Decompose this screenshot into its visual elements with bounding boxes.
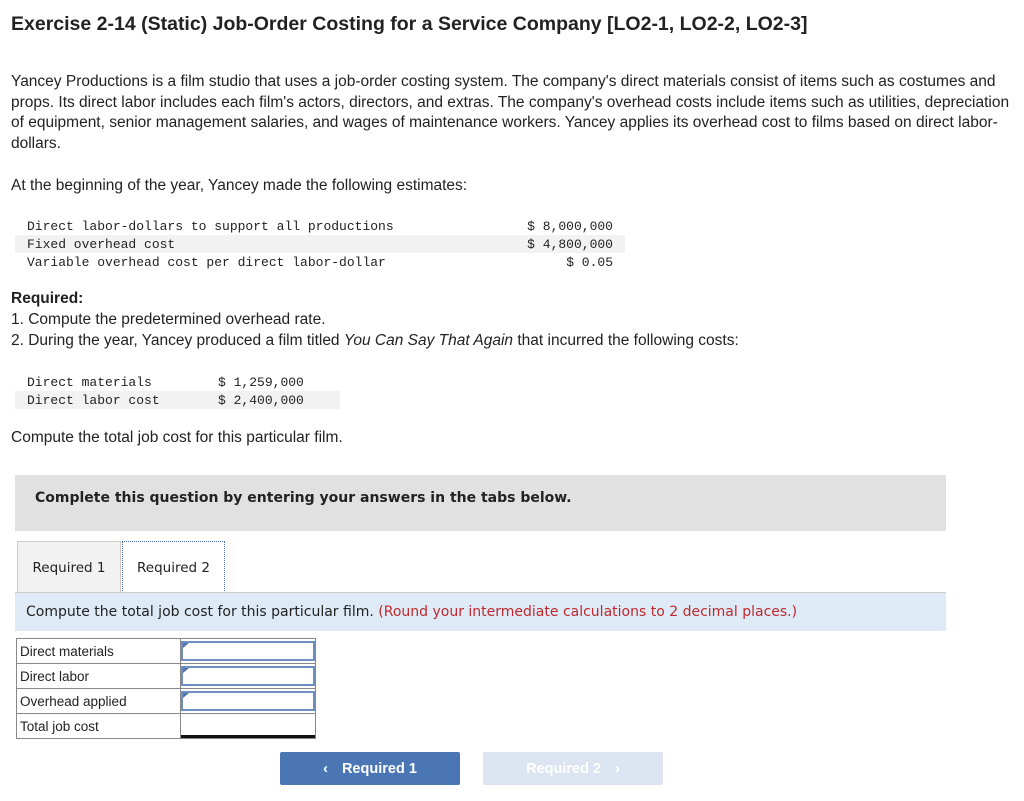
question-bar [15,592,946,631]
req2-text-end: that incurred the following costs: [513,332,739,349]
chevron-left-icon: ‹ [323,760,328,777]
direct-materials-input[interactable] [181,641,315,661]
page-title: Exercise 2-14 (Static) Job-Order Costing for a Service Company [LO2-1, LO2-2, LO2-3] [11,13,808,35]
next-label: Required 2 [526,760,602,777]
req2-text: 2. During the year, Yancey produced a film titled [11,332,344,349]
requirement-2 [11,331,1016,352]
row-label: Total job cost [17,714,181,739]
cost-label: Direct labor cost [27,392,160,408]
overhead-applied-input[interactable] [181,691,315,711]
instruction-box [15,475,946,531]
tab-required-1[interactable]: Required 1 [17,541,121,593]
answer-table [16,638,316,739]
estimate-value: $ 0.05 [566,254,613,270]
estimate-label: Direct labor-dollars to support all productions [27,218,394,234]
prev-button[interactable] [280,752,460,785]
film-title: You Can Say That Again [343,332,514,349]
tab-required-2[interactable]: Required 2 [122,541,225,593]
question-text: Compute the total job cost for this particular film. [26,604,374,620]
direct-labor-input[interactable] [181,666,315,686]
estimates-intro: At the beginning of the year, Yancey made the following estimates: [11,177,468,194]
instruction-text: Complete this question by entering your answers in the tabs below. [35,490,572,506]
row-label: Overhead applied [17,689,181,714]
cost-value: $ 2,400,000 [218,392,304,408]
compute-text: Compute the total job cost for this particular film. [11,429,343,446]
estimates-table [15,217,625,271]
intro-text: Yancey Productions is a film studio that uses a job-order costing system. The company's direct materials consist of items such as costumes and props. Its direct labor includes each film's actors, directors, and extras. The company's overhead costs include items such as utilities, depreciation of equipment, senior management salaries, and wages of maintenance workers. Yancey applies its overhead cost to films based on direct labor-dollars. [11,73,1010,152]
row-label: Direct materials [17,639,181,664]
estimate-label: Variable overhead cost per direct labor-dollar [27,254,386,270]
total-job-cost-cell [181,714,315,738]
requirement-1: 1. Compute the predetermined overhead rate. [11,311,326,328]
next-button[interactable] [483,752,663,785]
row-label: Direct labor [17,664,181,689]
estimate-value: $ 4,800,000 [527,236,613,252]
cost-value: $ 1,259,000 [218,374,304,390]
required-heading: Required: [11,290,84,307]
chevron-right-icon: › [615,760,620,777]
estimate-label: Fixed overhead cost [27,236,176,252]
question-note: (Round your intermediate calculations to 2 decimal places.) [378,604,798,620]
costs-table [15,373,340,409]
cost-label: Direct materials [27,374,152,390]
prev-label: Required 1 [341,760,417,777]
estimate-value: $ 8,000,000 [527,218,613,234]
